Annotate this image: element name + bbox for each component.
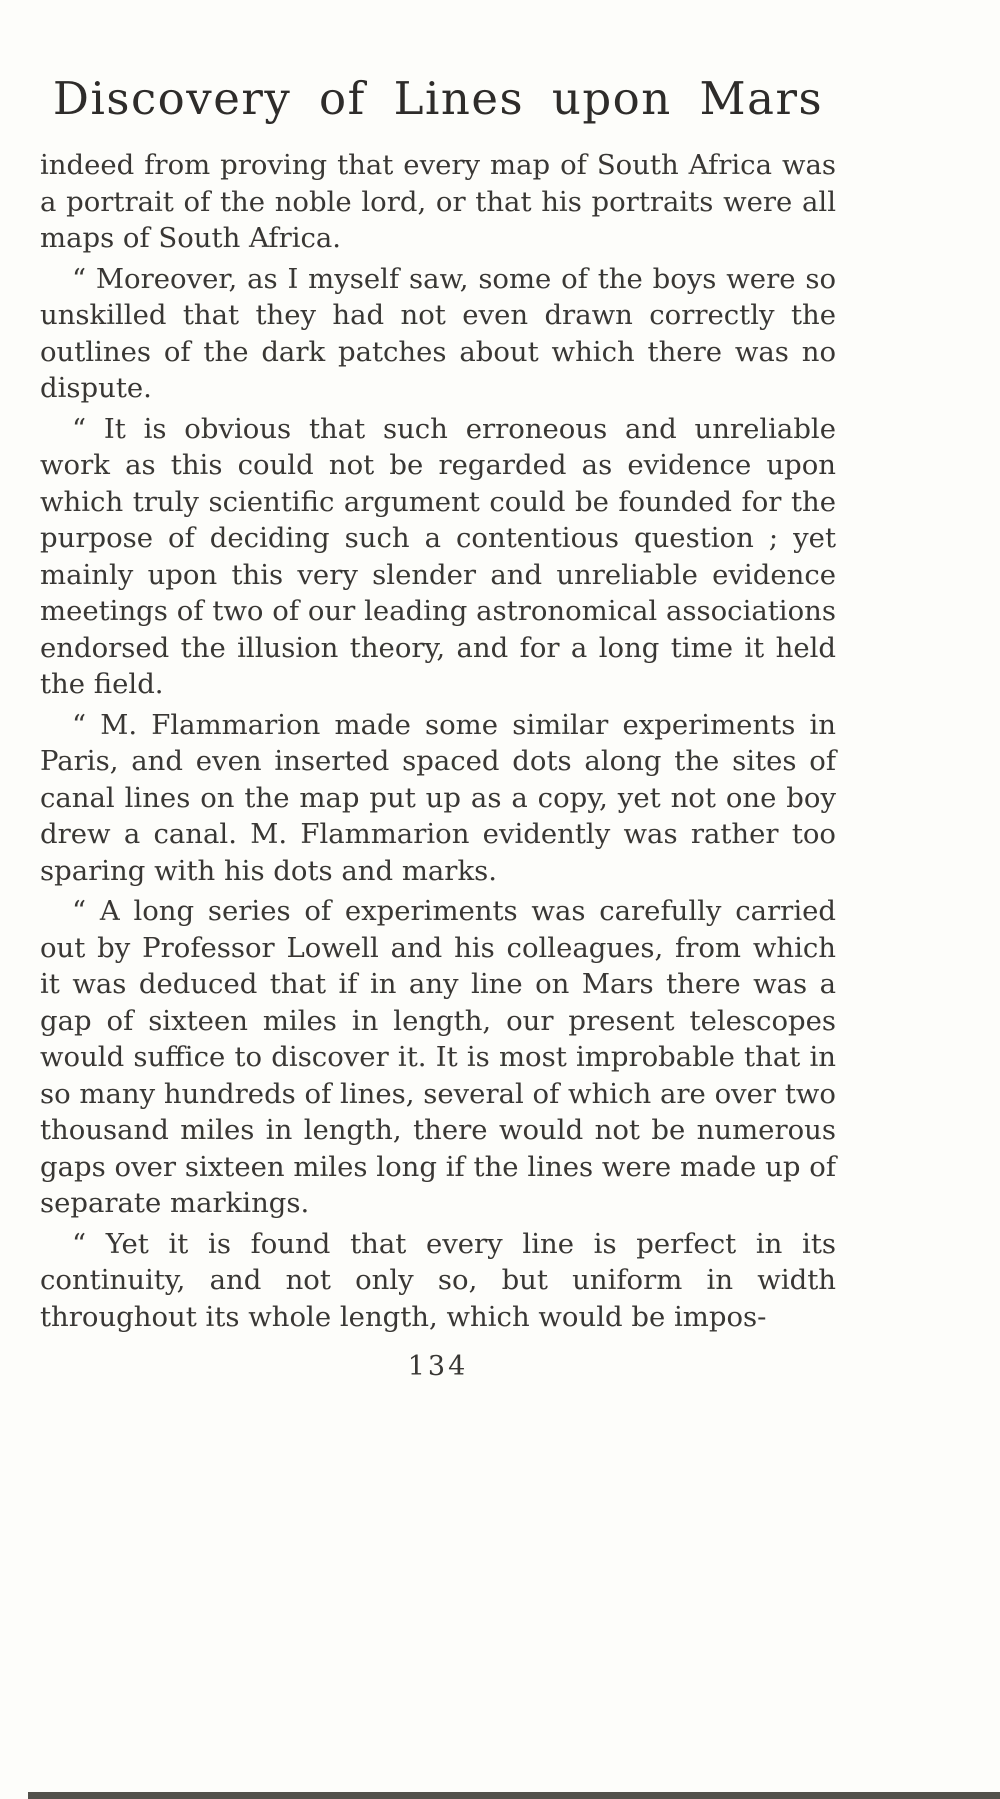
paragraph: “ A long series of experiments was carefully carried out by Professor Lowell and his colleagues, from which it was deduced that if in any line on Mars there was a gap of sixteen miles in length, our present telescopes would suffice to discover it. It is most improbable that in so many hundreds of lines, several of which are over two thousand miles in length, there would not be numerous gaps over sixteen miles long if the lines were made up of separate markings. [40, 895, 836, 1219]
body-text [40, 147, 836, 1335]
scan-edge-artifact [28, 1792, 1000, 1799]
paragraph: indeed from proving that every map of South Africa was a portrait of the noble lord, or that his portraits were all maps of South Africa. [40, 149, 836, 254]
page-title: Discovery of Lines upon Mars [52, 72, 824, 125]
paragraph: “ Yet it is found that every line is perfect in its continuity, and not only so, but uniform in width throughout its whole length, which would be impos- [40, 1227, 836, 1333]
paragraph: “ It is obvious that such erroneous and unreliable work as this could not be regarded as evidence upon which truly scientific argument could be founded for the purpose of deciding such a contentious question ; yet mainly upon this very slender and unreliable evidence meetings of two of our leading astronomical associations endorsed the illusion theory, and for a long time it held the field. [40, 412, 836, 700]
paragraph: “ Moreover, as I myself saw, some of the boys were so unskilled that they had not even drawn correctly the outlines of the dark patches about which there was no dispute. [40, 262, 836, 404]
paragraph: “ M. Flammarion made some similar experiments in Paris, and even inserted spaced dots along the sites of canal lines on the map put up as a copy, yet not one boy drew a canal. M. Flammarion evidently was rather too sparing with his dots and marks. [40, 708, 836, 887]
page-number: 134 [407, 1351, 469, 1382]
